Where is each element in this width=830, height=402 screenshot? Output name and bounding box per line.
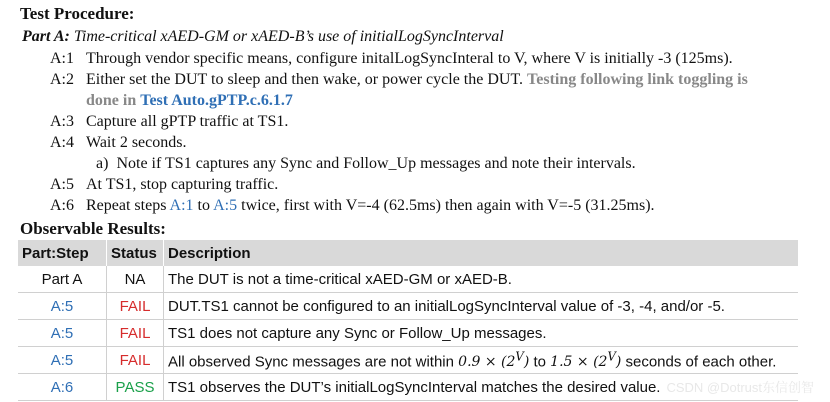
step-text: Capture all gPTP traffic at TS1.	[86, 113, 289, 130]
step-text: At TS1, stop capturing traffic.	[86, 176, 279, 193]
math-upper-base: 1.5 × (2	[550, 354, 608, 371]
step-text-post: twice, first with V=-4 (62.5ms) then again with V=-5 (31.25ms).	[241, 197, 655, 214]
step-text-pre: Repeat steps	[86, 197, 167, 214]
row-description: The DUT is not a time-critical xAED-GM or xAED-B.	[164, 266, 799, 293]
table-header-row	[18, 240, 798, 266]
status-badge: PASS	[107, 374, 164, 401]
step-id: A:5	[50, 176, 74, 193]
step-ref-a1[interactable]: A:1	[169, 197, 194, 214]
math-upper-close: )	[615, 354, 622, 371]
step-ref-a5[interactable]: A:5	[213, 197, 238, 214]
step-id: A:3	[50, 113, 74, 130]
row-description: TS1 observes the DUT’s initialLogSyncInterval matches the desired value.	[164, 374, 799, 401]
column-header: Status	[107, 240, 164, 266]
watermark: CSDN @Dotrust东信创智	[666, 380, 814, 395]
row-description	[164, 347, 799, 374]
table-row	[18, 320, 798, 347]
status-badge: FAIL	[107, 320, 164, 347]
step-a3	[50, 113, 288, 131]
step-text-mid: to	[197, 197, 210, 214]
step-note-cont: done in	[86, 92, 137, 109]
step-a4	[50, 134, 186, 152]
table-row	[18, 347, 798, 374]
substep-a	[96, 155, 636, 173]
math-upper-exponent: V	[607, 349, 616, 364]
row-step-link[interactable]: A:6	[18, 374, 107, 401]
step-id: A:2	[50, 71, 74, 88]
step-id: A:1	[50, 50, 74, 67]
step-text: Wait 2 seconds.	[86, 134, 187, 151]
math-expr-upper	[550, 349, 622, 371]
observable-heading: Observable Results:	[20, 219, 166, 238]
row-step-link[interactable]: A:5	[18, 293, 107, 320]
step-id: A:4	[50, 134, 74, 151]
step-text: Either set the DUT to sleep and then wake, or power cycle the DUT.	[86, 71, 524, 88]
row-step-link[interactable]: A:5	[18, 320, 107, 347]
step-id: A:6	[50, 197, 74, 214]
column-header: Description	[164, 240, 799, 266]
status-badge: FAIL	[107, 347, 164, 374]
substep-id: a)	[96, 155, 109, 172]
part-a-title	[22, 28, 504, 46]
step-a2-continued	[86, 92, 293, 110]
part-title-text: Time-critical xAED-GM or xAED-B’s use of initialLogSyncInterval	[73, 28, 504, 45]
table-row	[18, 293, 798, 320]
procedure-heading: Test Procedure:	[20, 4, 135, 23]
row-description: TS1 does not capture any Sync or Follow_Up messages.	[164, 320, 799, 347]
row-step-link[interactable]: A:5	[18, 347, 107, 374]
step-a5	[50, 176, 278, 194]
math-lower-close: )	[523, 354, 530, 371]
status-badge: FAIL	[107, 293, 164, 320]
math-lower-exponent: V	[515, 349, 524, 364]
step-a2	[50, 71, 748, 89]
step-a6	[50, 197, 655, 215]
status-badge: NA	[107, 266, 164, 293]
step-text: Through vendor specific means, configure initalLogSyncInteral to V, where V is initially -3 (125ms).	[86, 50, 733, 67]
test-reference-link[interactable]: Test Auto.gPTP.c.6.1.7	[140, 92, 293, 109]
desc-post: seconds of each other.	[625, 353, 777, 371]
part-label: Part A:	[22, 28, 70, 45]
math-expr-lower	[458, 349, 530, 371]
table-row	[18, 266, 798, 293]
math-lower-base: 0.9 × (2	[458, 354, 516, 371]
row-description: DUT.TS1 cannot be configured to an initialLogSyncInterval value of -3, -4, and/or -5.	[164, 293, 799, 320]
substep-text: Note if TS1 captures any Sync and Follow_Up messages and note their intervals.	[116, 155, 636, 172]
desc-mid: to	[533, 353, 546, 371]
step-note: Testing following link toggling is	[527, 71, 748, 88]
step-a1	[50, 50, 733, 68]
desc-pre: All observed Sync messages are not within	[168, 353, 454, 371]
row-step: Part A	[18, 266, 107, 293]
column-header: Part:Step	[18, 240, 107, 266]
